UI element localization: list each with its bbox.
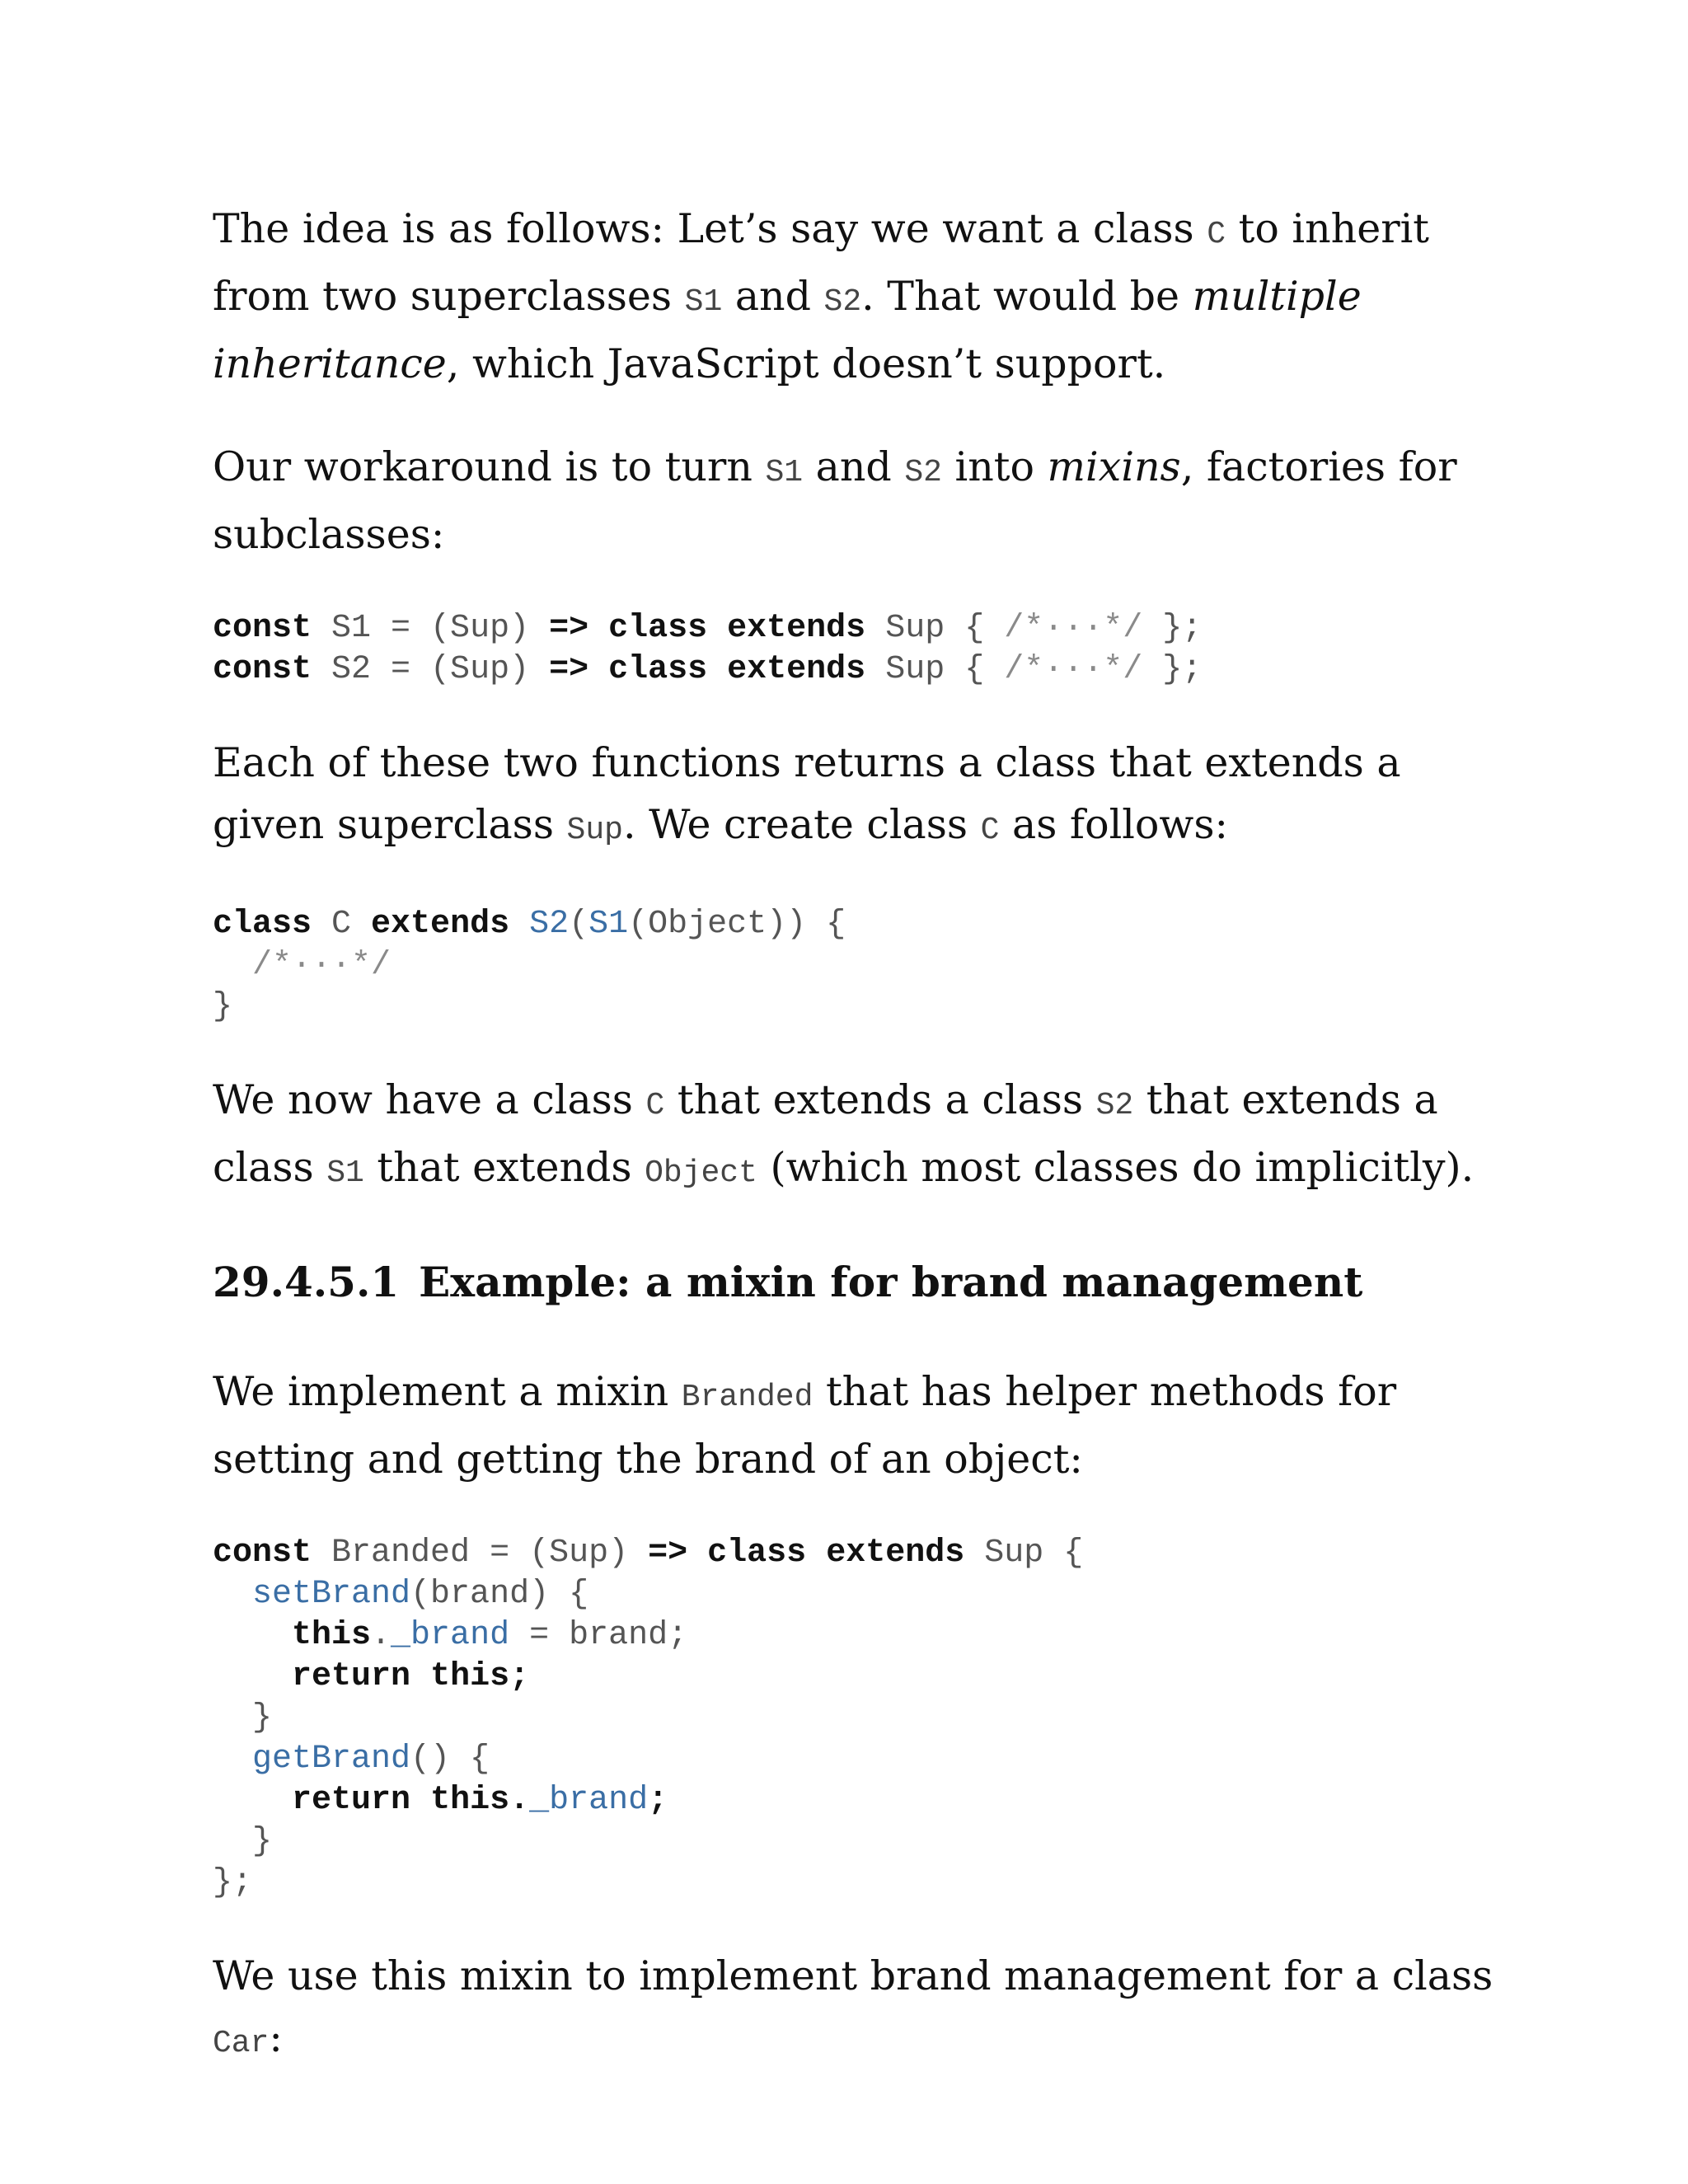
paragraph-multiple-inheritance (213, 198, 1498, 395)
code-text: () { (410, 1741, 490, 1778)
property-brand: _brand (391, 1617, 510, 1654)
keyword-return: return (292, 1782, 411, 1819)
keyword-const: const (213, 1535, 312, 1572)
code-block-mixin-definitions (213, 608, 1498, 691)
method-name-setbrand: setBrand (252, 1576, 411, 1613)
text: , factories for subclasses: (213, 443, 1457, 558)
section-title: Example: a mixin for brand management (419, 1258, 1363, 1306)
text: . We create class (622, 801, 981, 848)
paragraph-workaround (213, 436, 1498, 565)
keyword-class: class (608, 651, 708, 688)
text: into (941, 443, 1048, 490)
code-text: ( (569, 906, 589, 943)
keyword-extends: extends (826, 1535, 965, 1572)
code-text: = brand; (509, 1617, 688, 1654)
keyword-this: this (430, 1782, 510, 1819)
method-name-getbrand: getBrand (252, 1741, 411, 1778)
code-text: S1 = (Sup) (312, 610, 550, 647)
text: Our workaround is to turn (213, 443, 766, 490)
function-name-s2: S2 (529, 906, 570, 943)
code-text: S2 = (Sup) (312, 651, 550, 688)
text: that has helper methods for setting and getting the brand of an object: (213, 1368, 1397, 1483)
inline-code-s2: S2 (1095, 1088, 1134, 1123)
paragraph-branded-mixin (213, 1361, 1498, 1490)
text: to inherit from two superclasses (213, 205, 1429, 320)
keyword-const: const (213, 610, 312, 647)
code-comment: /*···*/ (252, 947, 392, 984)
code-text: (Object)) { (628, 906, 846, 943)
keyword-this: this (292, 1617, 372, 1654)
code-text: }; (1142, 651, 1203, 688)
text: and (803, 443, 905, 490)
keyword-class: class (608, 610, 708, 647)
code-comment: /*···*/ (1004, 610, 1143, 647)
inline-code-s1: S1 (765, 455, 804, 490)
code-text: Sup { (964, 1535, 1084, 1572)
keyword-this: this (430, 1658, 510, 1695)
keyword-class: class (707, 1535, 807, 1572)
text: , which JavaScript doesn’t support. (446, 340, 1166, 387)
inline-code-sup: Sup (566, 813, 623, 848)
code-text: C (312, 906, 372, 943)
code-text: Branded = (Sup) (312, 1535, 649, 1572)
code-text: ; (509, 1658, 530, 1695)
keyword-arrow: => (648, 1535, 688, 1572)
property-brand: _brand (529, 1782, 649, 1819)
inline-code-s2: S2 (823, 284, 862, 320)
text: . That would be (861, 273, 1193, 320)
text: and (722, 273, 824, 320)
document-page (213, 198, 1498, 2074)
text: as follows: (999, 801, 1229, 848)
text: that extends (363, 1144, 645, 1191)
keyword-class: class (213, 906, 312, 943)
emphasis-multiple-inheritance: multiple inheritance (213, 273, 1362, 387)
keyword-arrow: => (549, 651, 589, 688)
code-text: (brand) { (410, 1576, 589, 1613)
keyword-const: const (213, 651, 312, 688)
text: We use this mixin to implement brand management for a class (213, 1952, 1493, 1999)
code-text: }; (213, 1864, 253, 1901)
text: We implement a mixin (213, 1368, 682, 1415)
inline-code-s2: S2 (904, 455, 942, 490)
inline-code-c: C (1207, 217, 1226, 252)
text: that extends a class (664, 1076, 1096, 1123)
text: We now have a class (213, 1076, 646, 1123)
code-text: Sup { (865, 651, 1005, 688)
code-text: } (213, 988, 233, 1025)
paragraph-functions-return (213, 732, 1498, 861)
inline-code-c: C (645, 1088, 665, 1123)
inline-code-s1: S1 (326, 1155, 364, 1191)
code-block-class-c (213, 904, 1498, 1028)
inline-code-branded: Branded (681, 1380, 814, 1415)
keyword-return: return (292, 1658, 411, 1695)
code-text: }; (1142, 610, 1203, 647)
text: (which most classes do implicitly). (757, 1144, 1475, 1191)
code-block-branded (213, 1533, 1498, 1904)
inline-code-car: Car (213, 2026, 270, 2061)
text: that extends a class (213, 1076, 1438, 1191)
paragraph-use-mixin (213, 1945, 1498, 2074)
code-text: . (371, 1617, 392, 1654)
code-text: Sup { (865, 610, 1005, 647)
code-text: } (252, 1699, 273, 1736)
section-number: 29.4.5.1 (213, 1258, 400, 1306)
text: : (269, 2014, 283, 2061)
inline-code-c: C (980, 813, 1000, 848)
inline-code-object: Object (645, 1155, 757, 1191)
function-name-s1: S1 (588, 906, 629, 943)
emphasis-mixins: mixins (1047, 443, 1181, 490)
keyword-extends: extends (727, 651, 866, 688)
code-text: } (252, 1823, 273, 1860)
code-text: . (509, 1782, 530, 1819)
code-comment: /*···*/ (1004, 651, 1143, 688)
keyword-extends: extends (371, 906, 510, 943)
inline-code-s1: S1 (684, 284, 723, 320)
text: Each of these two functions returns a class that extends a given superclass (213, 739, 1401, 848)
paragraph-class-chain (213, 1069, 1498, 1204)
keyword-extends: extends (727, 610, 866, 647)
text: The idea is as follows: Let’s say we want a class (213, 205, 1207, 252)
section-heading (213, 1254, 1498, 1311)
code-text: ; (648, 1782, 668, 1819)
keyword-arrow: => (549, 610, 589, 647)
